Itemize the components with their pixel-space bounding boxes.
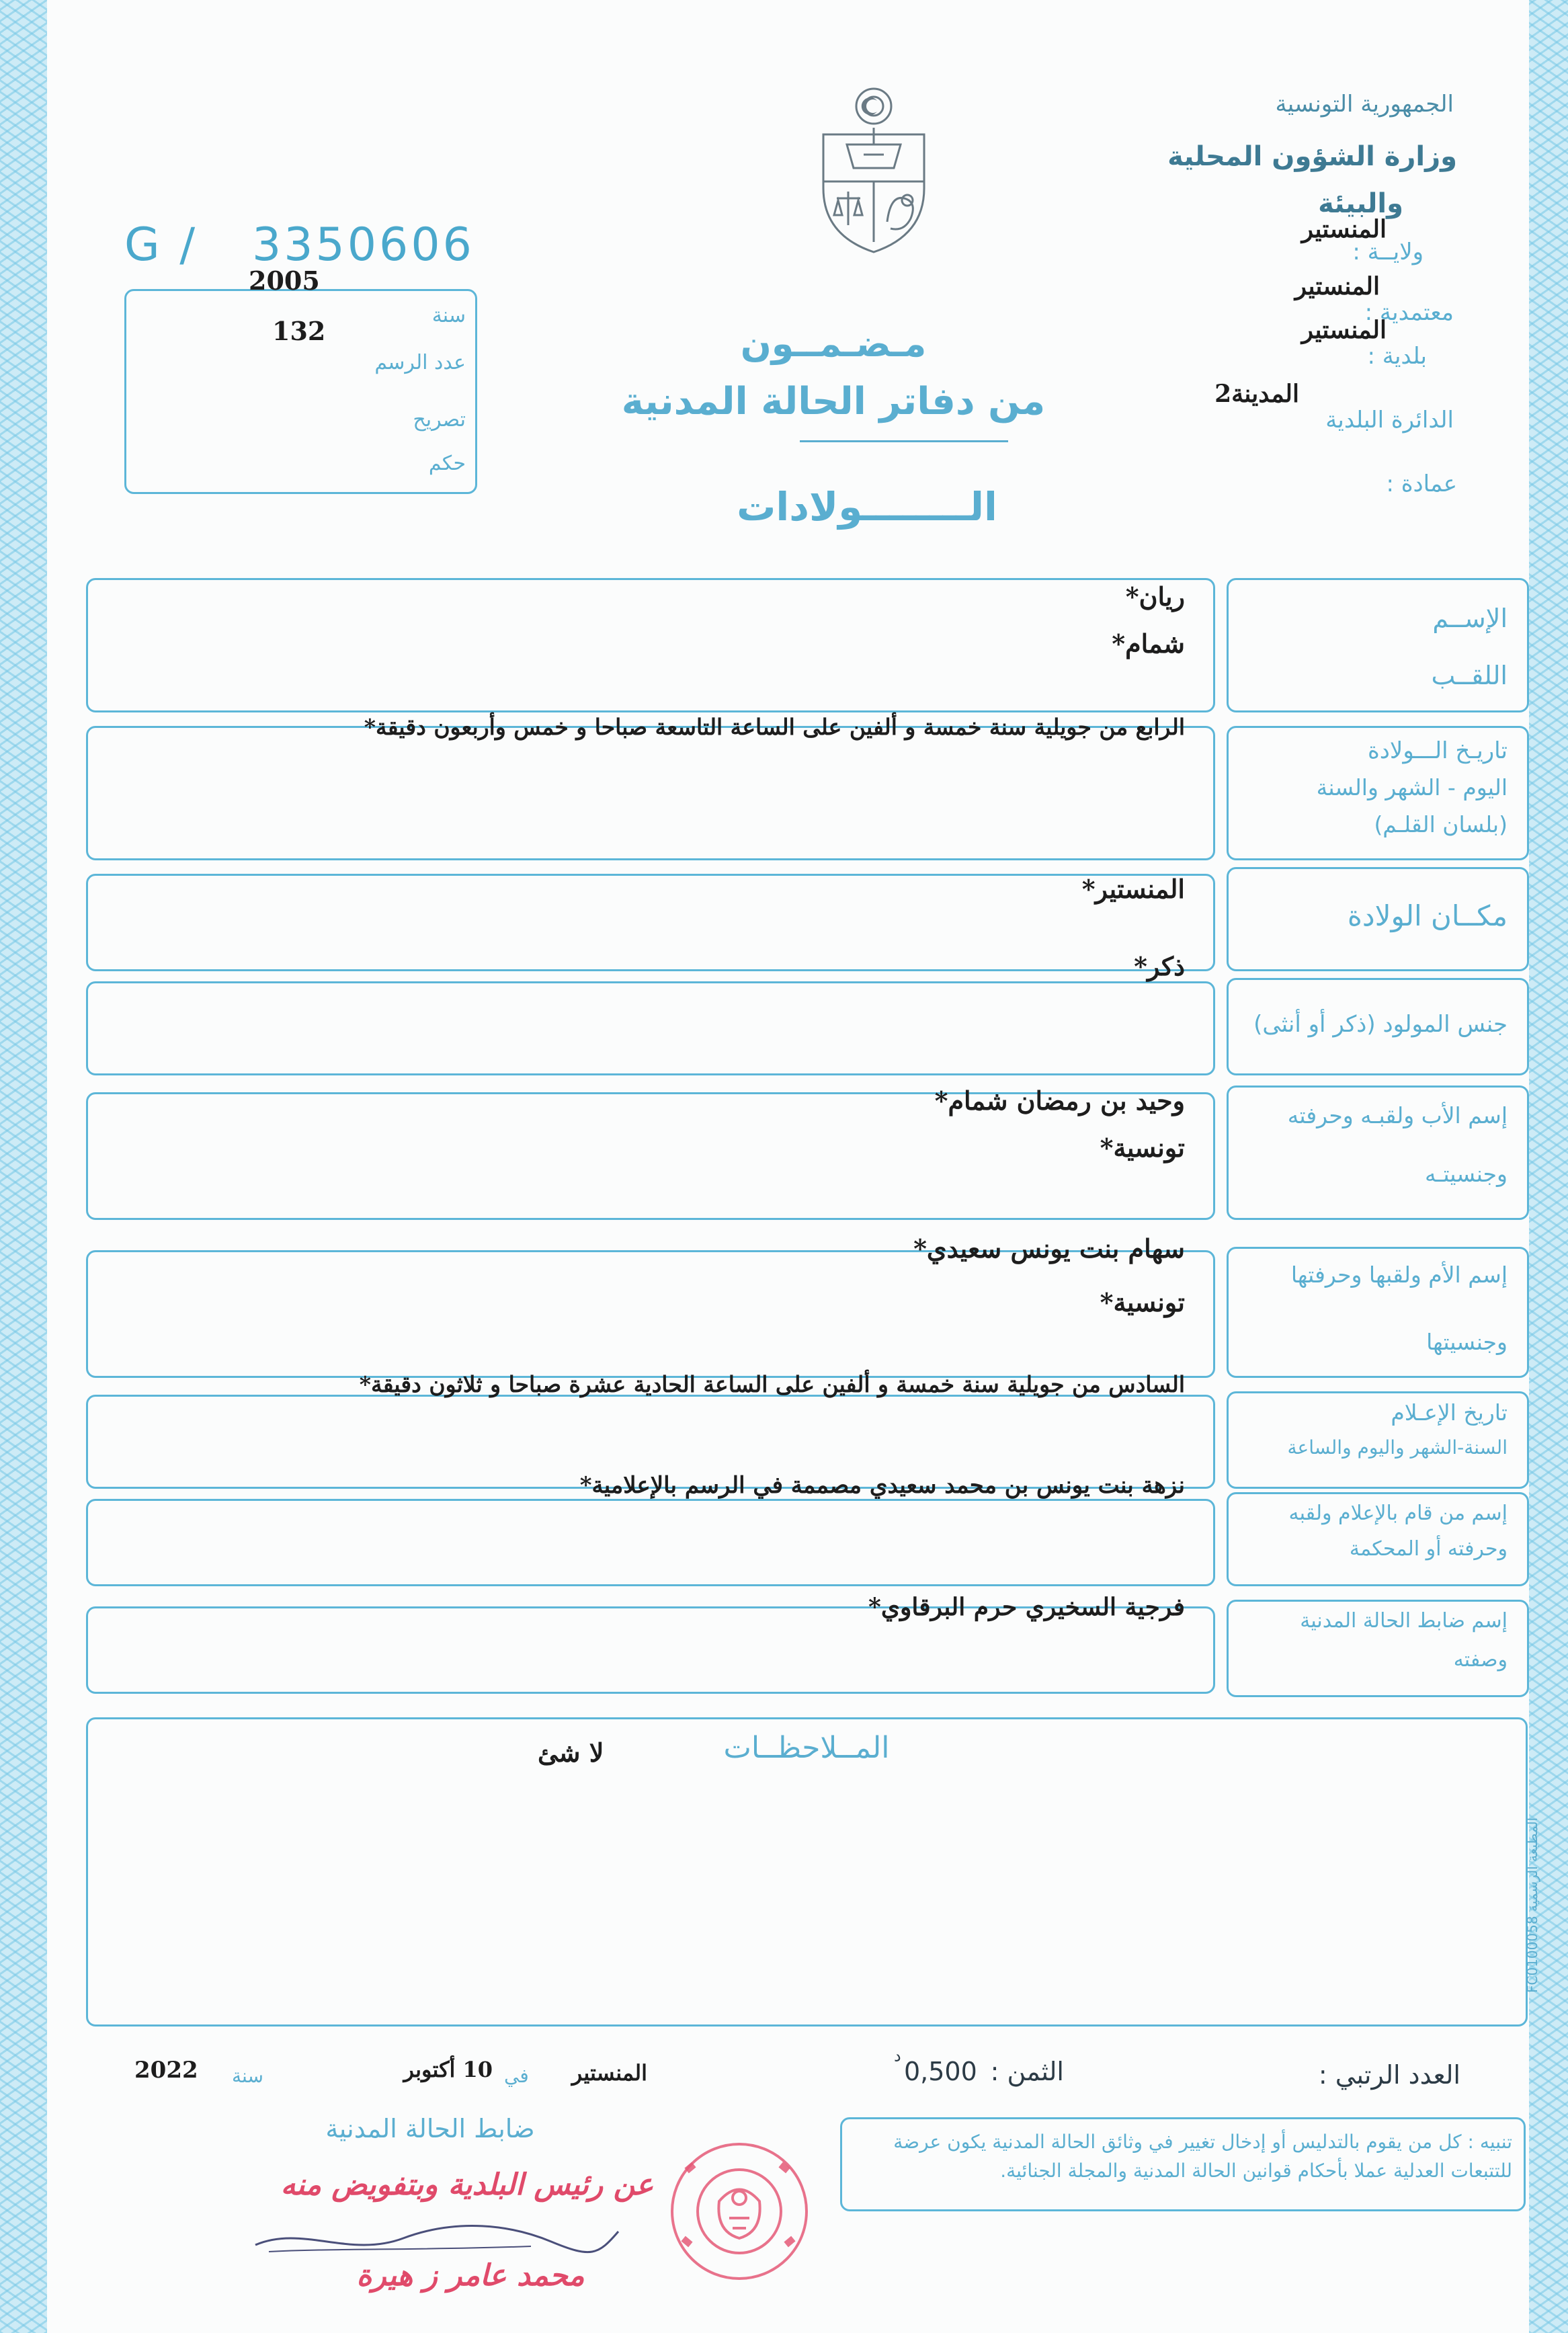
declaration-date-sublabel: السنة-الشهر واليوم والساعة <box>1287 1436 1508 1459</box>
officer-title: ضابط الحالة المدنية <box>325 2114 535 2143</box>
warning-text: تنبيه : كل من يقوم بالتدليس أو إدخال تغيير في وثائق الحالة المدنية يكون عرضة للتتبعات العدلية عملا بأحكام قوانين الحالة المدنية والمجلة الجنائية. <box>893 2131 1512 2182</box>
district-value: المدينة2 <box>1214 380 1299 408</box>
surname-value: شمام* <box>1112 628 1185 659</box>
printer-side-text: المطبعة الرسمية FC0100058 <box>1524 1817 1540 1993</box>
title-extract: مـضـمــون <box>740 323 927 365</box>
coat-of-arms-emblem <box>810 81 938 255</box>
name-value-box <box>86 578 1215 712</box>
title-underline <box>800 440 1008 442</box>
mother-value-box <box>86 1250 1215 1378</box>
price-label: الثمن : <box>990 2057 1064 2086</box>
delegation-label: معتمدية : <box>1364 299 1454 326</box>
notes-value: لا شئ <box>538 1737 604 1768</box>
officer-sublabel: وصفته <box>1453 1648 1508 1672</box>
birth-place-value: المنستير* <box>1081 874 1185 904</box>
sex-value-box <box>86 981 1215 1075</box>
issue-place: المنستير <box>571 2060 647 2086</box>
father-nationality-label: وجنسيتـه <box>1424 1161 1508 1187</box>
officer-label: إسم ضابط الحالة المدنية <box>1300 1609 1508 1633</box>
father-label: إسم الأب ولقبـه وحرفته <box>1287 1102 1508 1129</box>
declarant-label: إسم من قام بالإعلام ولقبه <box>1288 1502 1508 1525</box>
first-name-value: ريان* <box>1125 581 1185 612</box>
signature-line-1: عن رئيس البلدية وبتفويض منه <box>280 2168 654 2202</box>
declarant-value: نزهة بنت يونس بن محمد سعيدي مصممة في الرسم بالإعلامية* <box>579 1472 1185 1499</box>
sex-value: ذكر* <box>1134 951 1185 981</box>
birth-place-label: مكــان الولادة <box>1347 899 1508 932</box>
municipality-value: المنستير <box>1301 316 1387 344</box>
serial-number-label: العدد الرتبي : <box>1318 2060 1460 2090</box>
birth-date-in-words-label: (بلسان القلـم) <box>1374 811 1508 837</box>
price-unit: د <box>894 2047 901 2065</box>
delegation-value: المنستير <box>1294 272 1380 300</box>
register-year-label: سنة <box>431 304 466 327</box>
father-nationality-value: تونسية* <box>1100 1133 1185 1163</box>
register-number-value: 132 <box>272 316 326 346</box>
issue-date: 10 أكتوبر <box>403 2057 493 2082</box>
ministry-label: وزارة الشؤون المحلية <box>1167 141 1457 172</box>
serial-number: 3350606 <box>252 218 474 272</box>
register-judgment-label: حكم <box>428 452 466 475</box>
name-label: الإســم <box>1432 604 1508 633</box>
birth-date-value-box <box>86 726 1215 860</box>
signature-line-2: محمد عامر ز هيرة <box>356 2258 585 2293</box>
municipal-stamp <box>665 2137 813 2285</box>
surname-label: اللقــب <box>1431 661 1508 690</box>
title-from-registers: من دفاتر الحالة المدنية <box>621 380 1046 423</box>
issue-in-label: في <box>504 2065 529 2087</box>
mother-value: سهام بنت يونس سعيدي* <box>913 1233 1185 1264</box>
serial-prefix: G / <box>124 218 198 272</box>
declaration-date-value: السادس من جويلية سنة خمسة و ألفين على الساعة الحادية عشرة صباحا و ثلاثون دقيقة* <box>359 1371 1185 1397</box>
municipality-label: بلدية : <box>1367 343 1427 370</box>
issue-year-value: 2022 <box>134 2057 198 2084</box>
officer-value: فرجية السخيري حرم البرقاوي* <box>868 1593 1185 1621</box>
father-value: وحيد بن رمضان شمام* <box>934 1086 1185 1116</box>
wilaya-value: المنستير <box>1301 215 1387 243</box>
mother-label: إسم الأم ولقبها وحرفتها <box>1290 1262 1508 1288</box>
price-value: 0,500 <box>904 2057 977 2086</box>
wilaya-label: ولايــة : <box>1352 239 1423 265</box>
birth-date-sublabel: اليوم - الشهر والسنة <box>1316 774 1508 801</box>
declarant-value-box <box>86 1499 1215 1586</box>
imada-label: عمادة : <box>1386 470 1457 497</box>
register-year-value: 2005 <box>249 265 320 296</box>
birth-date-value: الرابع من جويلية سنة خمسة و ألفين على الساعة التاسعة صباحا و خمس وأربعون دقيقة* <box>364 714 1185 740</box>
issue-year-label: سنة <box>232 2065 263 2087</box>
register-number-label: عدد الرسم <box>374 351 466 374</box>
title-births: الــــــــولادات <box>737 484 997 530</box>
left-guilloche-border <box>0 0 47 2333</box>
republic-label: الجمهورية التونسية <box>1275 91 1454 118</box>
mother-nationality-value: تونسية* <box>1100 1287 1185 1317</box>
ministry-label-2: والبيئة <box>1318 188 1403 219</box>
register-declaration-label: تصريح <box>413 408 466 432</box>
birth-place-value-box <box>86 874 1215 971</box>
notes-label: المــلاحظــات <box>723 1731 890 1765</box>
mother-nationality-label: وجنسيتها <box>1426 1329 1508 1355</box>
birth-date-label: تاريـخ الـــولادة <box>1367 737 1508 764</box>
sex-label: جنس المولود (ذكر أو أنثى) <box>1253 1011 1508 1038</box>
declaration-date-label: تاريخ الإعـلام <box>1391 1399 1508 1426</box>
district-label: الدائرة البلدية <box>1325 407 1454 434</box>
declarant-sublabel: وحرفته أو المحكمة <box>1349 1537 1508 1561</box>
